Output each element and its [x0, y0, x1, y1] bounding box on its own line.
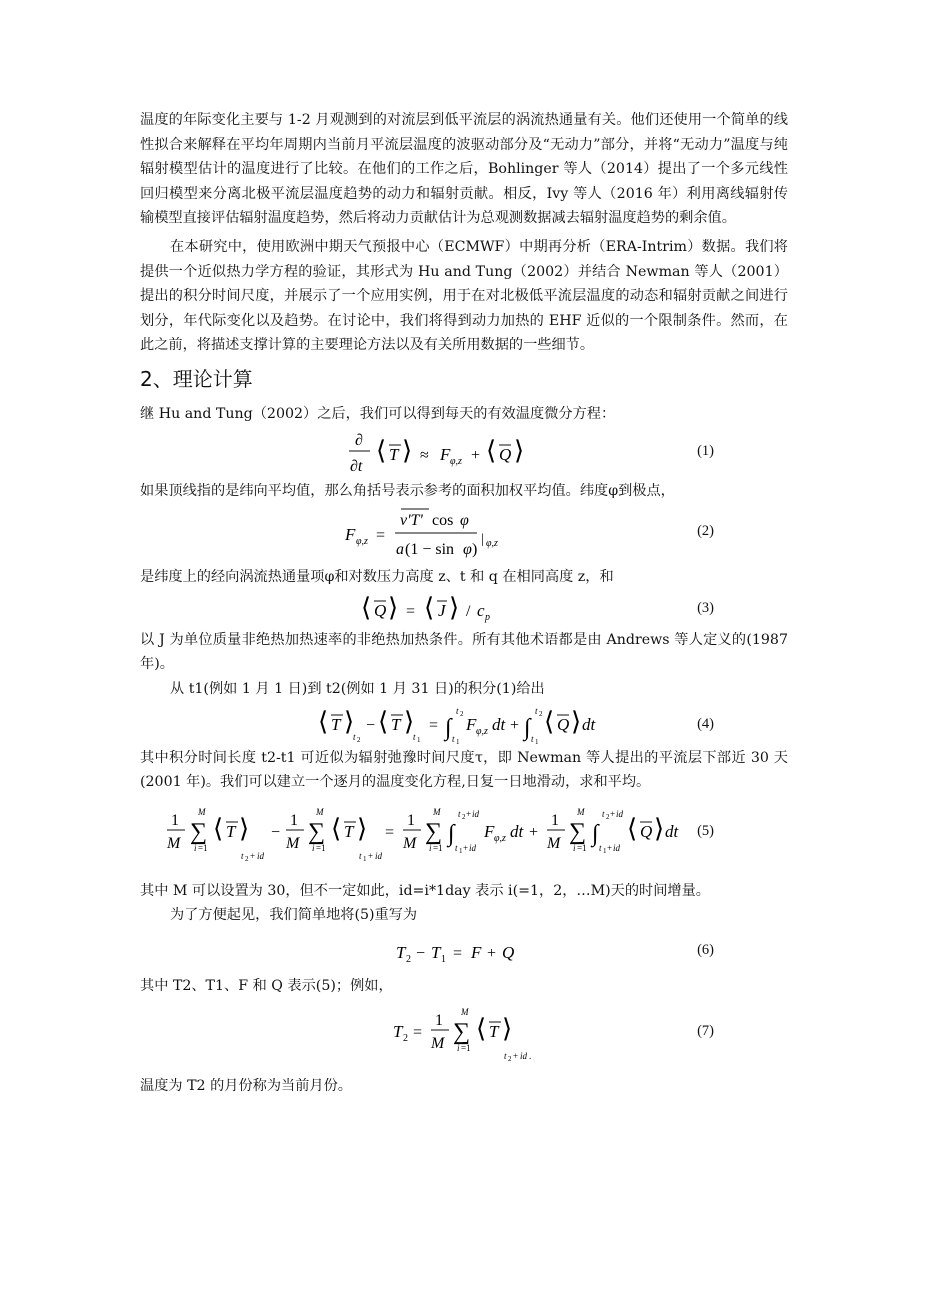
svg-text:F: F: [471, 942, 482, 962]
document-page: [140, 108, 788, 1099]
svg-text:T: T: [331, 714, 341, 734]
svg-text:i: i: [194, 842, 197, 853]
svg-text:t: t: [535, 705, 538, 716]
svg-text:T: T: [393, 1022, 403, 1042]
svg-text:T: T: [226, 821, 236, 841]
svg-text:∑: ∑: [308, 818, 326, 845]
svg-text:+: +: [529, 823, 539, 841]
svg-text:∑: ∑: [453, 1019, 471, 1046]
svg-text:+: +: [487, 944, 497, 962]
svg-text:M: M: [198, 806, 206, 817]
equation-2-number: (2): [697, 523, 714, 540]
svg-text:Q: Q: [499, 444, 512, 464]
svg-text:1: 1: [441, 953, 446, 965]
svg-text:φ,z: φ,z: [486, 538, 498, 550]
equation-5-number: (5): [697, 822, 714, 839]
svg-text:M: M: [286, 834, 300, 852]
svg-text:1: 1: [535, 737, 539, 746]
svg-text:T: T: [389, 444, 399, 464]
equation-5: [140, 795, 788, 879]
svg-text:1: 1: [551, 811, 559, 829]
svg-text:⟨: ⟨: [318, 706, 329, 736]
svg-text:t: t: [456, 705, 459, 716]
svg-text:i: i: [573, 842, 576, 853]
equation-1: [140, 427, 788, 479]
svg-text:Q: Q: [640, 821, 653, 841]
svg-text:∑: ∑: [190, 818, 208, 845]
svg-text:1: 1: [171, 811, 179, 829]
svg-text:M: M: [433, 806, 441, 817]
svg-text:Q: Q: [557, 714, 570, 734]
equation-1-number: (1): [697, 442, 714, 459]
svg-text:⟩: ⟩: [654, 813, 665, 843]
svg-text:id: id: [257, 850, 265, 861]
svg-text:2: 2: [462, 812, 466, 821]
equation-3: [140, 590, 788, 628]
svg-text:+: +: [466, 808, 472, 819]
svg-text:=1: =1: [316, 842, 326, 853]
svg-text:Q: Q: [502, 942, 515, 962]
paragraph-intro: 温度的年际变化主要与 1-2 月观测到的对流层到低平流层的涡流热通量有关。他们还使用一个简单的线性拟合来解释在平均年周期内当前月平流层温度的波驱动部分及“无动力”部分，并将“无动力”温度与纯辐射模型估计的温度进行了比较。在他们的工作之后，Bohlinger 等人（2014）提出了一个多元线性回归模型来分离北极平流层温度趋势的动力和辐射贡献。相反，Ivy 等人（2016 年）利用离线辐射传输模型直接评估辐射温度趋势，然后将动力贡献估计为总观测数据减去辐射温度趋势的剩余值。: [140, 112, 788, 227]
svg-text:⟨: ⟨: [627, 813, 638, 843]
svg-text:): ): [472, 541, 478, 559]
svg-text:⟩: ⟩: [357, 813, 368, 843]
paragraph-study: 在本研究中，使用欧洲中期天气预报中心（ECMWF）中期再分析（ERA-Intrim）数据。我们将提供一个近似热力学方程的验证，其形式为 Hu and Tung（2002）并结合 Newman 等人（2001）提出的积分时间尺度，并展示了一个应用实例，用于在对北极低平流层温度的动态和辐射贡献之间进行划分，年代际变化以及趋势。在讨论中，我们将得到动力加热的 EHF 近似的一个限制条件。然而，在此之前，将描述支撑计算的主要理论方法以及有关所用数据的一些细节。: [140, 238, 788, 354]
text-line-9: 其中 T2、T1、F 和 Q 表示(5)；例如，: [140, 977, 393, 994]
svg-text:φ: φ: [463, 541, 472, 559]
text-line-7: 其中 M 可以设置为 30，但不一定如此，id=i*1day 表示 i(=1，2，…M)天的时间增量。: [140, 882, 710, 899]
svg-text:i: i: [457, 1043, 460, 1054]
svg-text:⟨: ⟨: [378, 706, 389, 736]
svg-text:t: t: [413, 731, 416, 742]
svg-text:∫: ∫: [592, 820, 599, 847]
svg-text:+: +: [471, 446, 481, 464]
svg-text:1: 1: [407, 811, 415, 829]
svg-text:+: +: [368, 850, 374, 861]
svg-text:φ,z: φ,z: [476, 725, 488, 737]
svg-text:2: 2: [539, 709, 543, 718]
equation-6-formula: [140, 928, 700, 974]
svg-text:⟨: ⟨: [376, 435, 387, 465]
svg-text:M: M: [316, 806, 324, 817]
svg-text:∂: ∂: [355, 431, 363, 449]
svg-text:=: =: [453, 944, 463, 962]
svg-text:a: a: [396, 541, 404, 559]
svg-text:M: M: [431, 1035, 445, 1053]
svg-text:v'T': v'T': [400, 512, 423, 530]
svg-text:⟨: ⟨: [544, 706, 555, 736]
svg-text:t: t: [359, 850, 362, 861]
svg-text:∑: ∑: [569, 818, 587, 845]
equation-7-number: (7): [697, 1023, 714, 1040]
svg-text:id: id: [520, 1051, 528, 1062]
svg-text:−: −: [366, 716, 376, 734]
svg-text:(1 − sin: (1 − sin: [405, 541, 455, 559]
text-line-8: 为了方便起见，我们简单地将(5)重写为: [170, 907, 418, 924]
svg-text:+: +: [513, 1051, 519, 1062]
svg-text:1: 1: [456, 737, 460, 746]
svg-text:=1: =1: [577, 842, 587, 853]
svg-text:⟩: ⟩: [402, 435, 413, 465]
svg-text:id: id: [616, 808, 624, 819]
svg-text:2: 2: [460, 709, 464, 718]
svg-text:∫: ∫: [524, 714, 531, 741]
svg-text:F: F: [466, 714, 477, 734]
svg-text:=: =: [429, 716, 439, 734]
svg-text:φ,z: φ,z: [494, 832, 506, 844]
text-line-4: 以 J 为单位质量非绝热加热速率的非绝热加热条件。所有其他术语都是由 Andrews 等人定义的(1987 年)。: [140, 631, 788, 673]
svg-text:=1: =1: [433, 842, 443, 853]
svg-text:2: 2: [508, 1055, 512, 1064]
svg-text:1: 1: [435, 1012, 443, 1030]
svg-text:F: F: [440, 444, 451, 464]
svg-text:J: J: [438, 600, 446, 620]
svg-text:⟩: ⟩: [502, 1014, 513, 1044]
svg-text:2: 2: [406, 953, 411, 965]
svg-text:φ,z: φ,z: [450, 455, 462, 467]
svg-text:.: .: [529, 1051, 532, 1062]
text-line-3: 是纬度上的经向涡流热通量项φ和对数压力高度 z、t 和 q 在相同高度 z，和: [140, 569, 614, 586]
equation-6-number: (6): [697, 941, 714, 958]
svg-text:i: i: [312, 842, 315, 853]
svg-text:1: 1: [363, 854, 367, 863]
svg-text:+: +: [250, 850, 256, 861]
text-line-2: 如果顶线指的是纬向平均值，那么角括号表示参考的面积加权平均值。纬度φ到极点，: [140, 482, 675, 499]
svg-text:t: t: [458, 808, 461, 819]
svg-text:/: /: [466, 602, 471, 620]
svg-text:M: M: [403, 834, 417, 852]
equation-5-formula: [140, 795, 740, 879]
svg-text:id: id: [375, 850, 383, 861]
svg-text:dt: dt: [665, 821, 679, 841]
svg-text:⟩: ⟩: [404, 706, 415, 736]
svg-text:φ: φ: [460, 512, 469, 530]
svg-text:2: 2: [606, 812, 610, 821]
svg-text:+: +: [510, 716, 520, 734]
text-line-5: 从 t1(例如 1 月 1 日)到 t2(例如 1 月 31 日)的积分(1)给出: [170, 680, 545, 697]
svg-text:+: +: [607, 842, 613, 853]
svg-text:t: t: [455, 842, 458, 853]
equation-1-formula: [140, 427, 700, 479]
svg-text:M: M: [461, 1007, 469, 1018]
svg-text:t: t: [602, 808, 605, 819]
svg-text:T: T: [396, 942, 406, 962]
equation-3-formula: [140, 590, 700, 628]
svg-text:M: M: [167, 834, 181, 852]
svg-text:∫: ∫: [445, 714, 452, 741]
svg-text:cos: cos: [432, 512, 454, 530]
svg-text:⟩: ⟩: [388, 592, 399, 622]
svg-text:⟩: ⟩: [571, 706, 582, 736]
svg-text:+: +: [610, 808, 616, 819]
svg-text:1: 1: [459, 846, 463, 855]
svg-text:T: T: [391, 714, 401, 734]
svg-text:t: t: [241, 850, 244, 861]
svg-text:F: F: [484, 821, 495, 841]
svg-text:⟩: ⟩: [449, 592, 460, 622]
svg-text:∫: ∫: [448, 820, 455, 847]
svg-text:−: −: [416, 944, 426, 962]
text-line-6: 其中积分时间长度 t2-t1 可近似为辐射弛豫时间尺度τ，即 Newman 等人提出的平流层下部近 30 天(2001 年)。我们可以建立一个逐月的温度变化方程,日复一日地滑动，求和平均。: [140, 749, 788, 791]
equation-4-number: (4): [697, 715, 714, 732]
svg-text:=: =: [385, 823, 395, 841]
svg-text:=: =: [413, 1024, 423, 1042]
svg-text:⟨: ⟨: [424, 592, 435, 622]
svg-text:=: =: [376, 527, 386, 545]
svg-text:dt: dt: [510, 821, 524, 841]
svg-text:1: 1: [417, 735, 421, 744]
svg-text:T: T: [489, 1022, 499, 1042]
svg-text:=1: =1: [461, 1043, 471, 1054]
svg-text:2: 2: [357, 735, 361, 744]
svg-text:t: t: [531, 733, 534, 744]
equation-4: [140, 702, 788, 746]
svg-text:t: t: [599, 842, 602, 853]
svg-text:p: p: [485, 611, 490, 623]
svg-text:≈: ≈: [420, 446, 429, 464]
svg-text:2: 2: [403, 1033, 408, 1045]
svg-text:M: M: [547, 834, 561, 852]
svg-text:T: T: [344, 821, 354, 841]
equation-6: [140, 928, 788, 974]
svg-text:=: =: [406, 602, 416, 620]
svg-text:i: i: [429, 842, 432, 853]
equation-4-formula: [140, 702, 700, 746]
svg-text:t: t: [504, 1051, 507, 1062]
text-line-10: 温度为 T2 的月份称为当前月份。: [140, 1078, 352, 1095]
equation-3-number: (3): [697, 599, 714, 616]
svg-text:1: 1: [290, 811, 298, 829]
text-line-1: 继 Hu and Tung（2002）之后，我们可以得到每天的有效温度微分方程：: [140, 405, 616, 422]
equation-2: [140, 503, 788, 565]
equation-2-formula: [140, 503, 700, 565]
svg-text:∑: ∑: [425, 818, 443, 845]
svg-text:φ,z: φ,z: [356, 536, 368, 548]
svg-text:Q: Q: [374, 600, 387, 620]
svg-text:∂t: ∂t: [350, 457, 363, 475]
svg-text:⟩: ⟩: [344, 706, 355, 736]
svg-text:⟩: ⟩: [239, 813, 250, 843]
svg-text:dt: dt: [582, 714, 596, 734]
svg-text:|: |: [481, 532, 484, 548]
svg-text:F: F: [345, 525, 356, 545]
svg-text:⟨: ⟨: [486, 435, 497, 465]
svg-text:=1: =1: [198, 842, 208, 853]
svg-text:2: 2: [245, 854, 249, 863]
svg-text:⟨: ⟨: [476, 1014, 487, 1044]
svg-text:id: id: [613, 842, 621, 853]
equation-7-formula: [140, 998, 700, 1074]
svg-text:t: t: [452, 733, 455, 744]
svg-text:⟩: ⟩: [514, 435, 525, 465]
svg-text:M: M: [577, 806, 585, 817]
svg-text:c: c: [477, 600, 485, 620]
svg-text:⟨: ⟨: [331, 813, 342, 843]
svg-text:t: t: [353, 731, 356, 742]
svg-text:+: +: [463, 842, 469, 853]
svg-text:−: −: [271, 823, 281, 841]
svg-text:id: id: [472, 808, 480, 819]
svg-text:T: T: [431, 942, 441, 962]
svg-text:⟨: ⟨: [361, 592, 372, 622]
equation-7: [140, 998, 788, 1074]
svg-text:1: 1: [603, 846, 607, 855]
svg-text:⟨: ⟨: [213, 813, 224, 843]
svg-text:dt: dt: [492, 714, 506, 734]
svg-text:id: id: [469, 842, 477, 853]
section-heading: 2、理论计算: [140, 366, 253, 391]
